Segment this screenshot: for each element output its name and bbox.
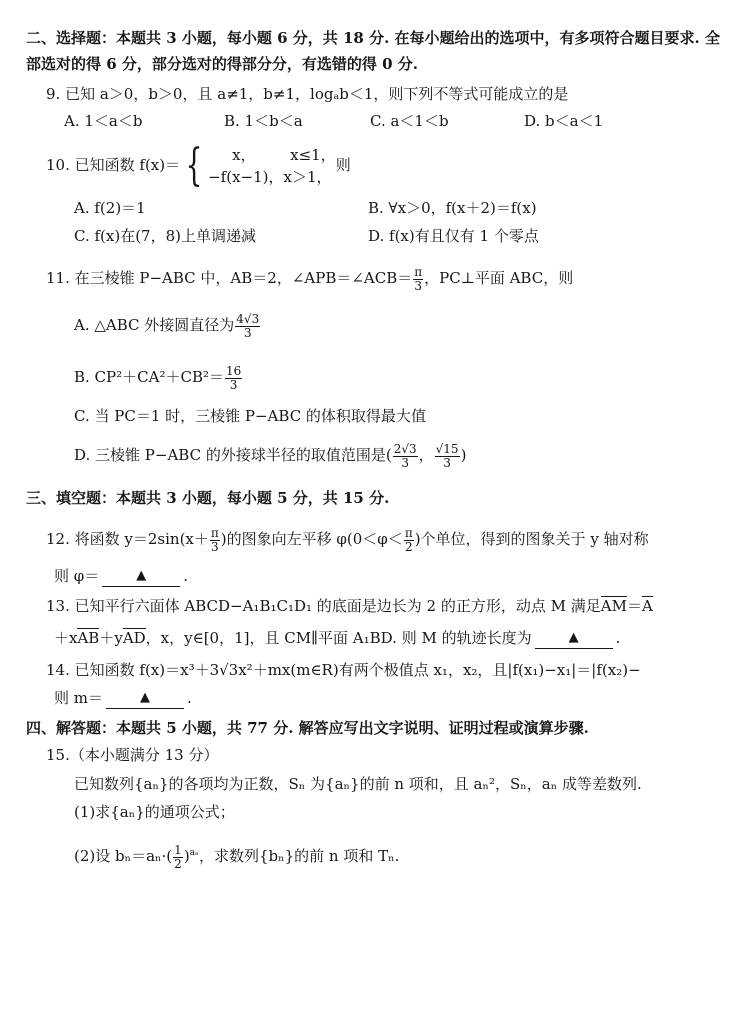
q13-answer-blank[interactable] [535,626,613,649]
q10-stem [46,140,351,190]
q12-answer-blank[interactable] [102,564,180,587]
q14-answer-line: 则 m＝ ▲ . [54,688,192,711]
q12-answer-line: 则 φ＝ ▲ . [54,566,188,589]
q11-option-d-fraction-2: $\frac{√15}{3}$ [435,441,459,470]
section4-header: 四、解答题：本题共 5 小题，共 77 分. 解答应写出文字说明、证明过程或演算步骤. [26,719,589,737]
triangle-icon: ▲ [140,690,150,705]
q12-fraction-2: $\frac{\pi}{2}$ [404,525,413,554]
q11-option-a-fraction: $\frac{4√3}{3}$ [236,311,260,340]
q9-option-a: A. 1＜a＜b [64,112,143,130]
q9-option-b: B. 1＜b＜a [224,112,303,130]
q10-option-a: A. f(2)＝1 [74,199,146,217]
q12-fraction-1: $\frac{\pi}{3}$ [210,525,219,554]
section2-header-line1: 二、选择题：本题共 3 小题，每小题 6 分，共 18 分. 在每小题给出的选项中，有多项符合题目要求. 全 [26,29,720,47]
q11-option-d-fraction-1: $\frac{2√3}{3}$ [393,441,417,470]
q9-stem: 9. 已知 a＞0，b＞0，且 a≠1，b≠1，logₐb＜1，则下列不等式可能成立的是 [46,85,569,103]
q11-option-d: D. 三棱锥 P−ABC 的外接球半径的取值范围是( $\frac{2√3}{3}$ ， $\frac{√15}{3}$ ) [74,441,467,470]
q13-vector-ad: AD [122,629,146,647]
q10-suffix: 则 [335,156,351,174]
section3-header: 三、填空题：本题共 3 小题，每小题 5 分，共 15 分. [26,489,390,507]
q13-vector-a: A [641,597,653,615]
q13-vector-ab: AB [77,629,100,647]
q12-stem: 12. 将函数 y＝2sin(x＋ $\frac{\pi}{3}$ )的图象向左平移 φ(0＜φ＜ $\frac{\pi}{2}$ )个单位，得到的图象关于 y 轴对称 [46,525,649,554]
q15-fraction: $\frac{1}{2}$ [174,842,182,871]
q14-answer-blank[interactable] [106,686,184,709]
section2-header-line2: 部选对的得 6 分，部分选对的得部分分，有选错的得 0 分. [26,55,418,73]
q10-option-c: C. f(x)在(7，8)上单调递减 [74,227,256,245]
triangle-icon: ▲ [136,568,147,583]
q10-prefix: 10. 已知函数 f(x)＝ [46,156,181,174]
q14-line1: 14. 已知函数 f(x)＝x³＋3√3x²＋mx(m∈R)有两个极值点 x₁，x₂，且|f(x₁)−x₁|＝|f(x₂)− [46,661,641,679]
q15-exponent: aₙ [189,848,199,858]
q10-case2: −f(x−1)，x＞1， [208,168,332,186]
q11-stem: 11. 在三棱锥 P−ABC 中，AB＝2，∠APB＝∠ACB＝ $\frac{\pi}{3}$ ，PC⊥平面 ABC，则 [46,264,574,293]
q13-line2: ＋xAB＋yAD，x，y∈[0，1]，且 CM∥平面 A₁BD. 则 M 的轨迹长度为 ▲ . [54,628,620,651]
q11-option-b: B. CP²＋CA²＋CB²＝ $\frac{16}{3}$ [74,363,242,392]
q15-part2: (2)设 bₙ＝aₙ·( $\frac{1}{2}$ )$^{a_n}$，求数列{bₙ}的前 n 项和 Tₙ. [74,842,400,871]
q10-option-d: D. f(x)有且仅有 1 个零点 [368,227,539,245]
q9-option-c: C. a＜1＜b [370,112,449,130]
q10-cases [208,144,336,188]
q13-line1: 13. 已知平行六面体 ABCD−A₁B₁C₁D₁ 的底面是边长为 2 的正方形，动点 M 满足AM＝A [46,597,653,615]
q15-stem: 已知数列{aₙ}的各项均为正数，Sₙ 为{aₙ}的前 n 项和，且 aₙ²，Sₙ，aₙ 成等差数列. [74,775,642,793]
q11-stem-fraction: $\frac{\pi}{3}$ [414,264,423,293]
q11-option-c: C. 当 PC＝1 时，三棱锥 P−ABC 的体积取得最大值 [74,407,426,425]
q10-option-b: B. ∀x＞0，f(x＋2)＝f(x) [368,199,537,217]
q15-part1: (1)求{aₙ}的通项公式； [74,803,235,821]
q10-case1: x， x≤1， [232,146,336,164]
q9-option-d: D. b＜a＜1 [524,112,604,130]
triangle-icon: ▲ [568,630,579,645]
q15-title: 15.（本小题满分 13 分） [46,746,219,764]
q11-option-b-fraction: $\frac{16}{3}$ [225,363,242,392]
q13-vector-am: AM [600,597,627,615]
q10-brace: { [185,140,203,191]
q11-option-a: A. △ABC 外接圆直径为 $\frac{4√3}{3}$ [74,311,260,340]
